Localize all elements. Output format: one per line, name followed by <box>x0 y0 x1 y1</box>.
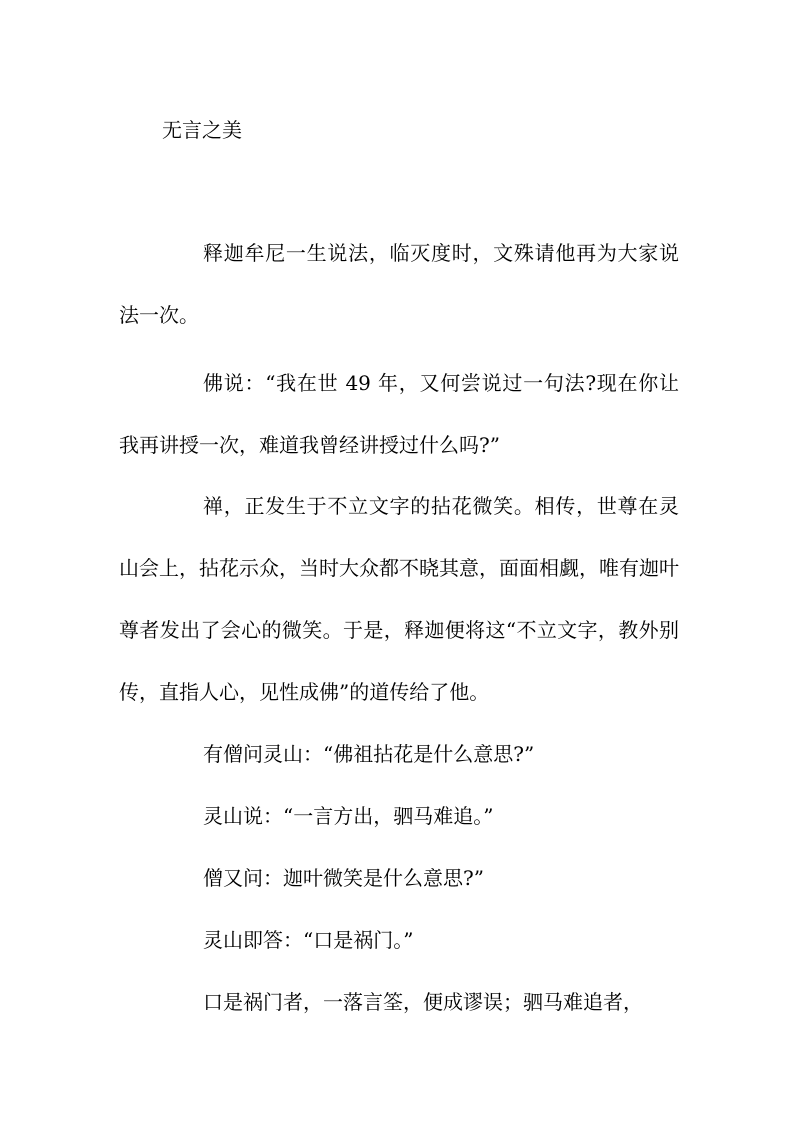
paragraph-flower-smile: 禅，正发生于不立文字的拈花微笑。相传，世尊在灵山会上，拈花示众，当时大众都不晓其意，面面相觑，唯有迦叶尊者发出了会心的微笑。于是，释迦便将这“不立文字，教外别传，直指人心，见性成佛”的道传给了他。 <box>119 494 679 704</box>
paragraph-monk-second-question: 僧又问：迦叶微笑是什么意思?” <box>203 866 484 890</box>
document-title: 无言之美 <box>162 118 242 142</box>
paragraph-monk-question: 有僧问灵山：“佛祖拈花是什么意思?” <box>203 742 535 766</box>
paragraph-lingshan-second-answer: 灵山即答：“口是祸门。” <box>203 928 414 952</box>
paragraph-shakyamuni-teaching: 释迦牟尼一生说法，临灭度时，文殊请他再为大家说法一次。 <box>119 241 679 327</box>
paragraph-commentary: 口是祸门者，一落言筌，便成谬误；驷马难追者， <box>203 990 643 1014</box>
paragraph-buddha-reply: 佛说：“我在世 49 年，又何尝说过一句法?现在你让我再讲授一次，难道我曾经讲授过什么吗?” <box>119 371 679 457</box>
paragraph-lingshan-answer: 灵山说：“一言方出，驷马难追。” <box>203 804 494 828</box>
